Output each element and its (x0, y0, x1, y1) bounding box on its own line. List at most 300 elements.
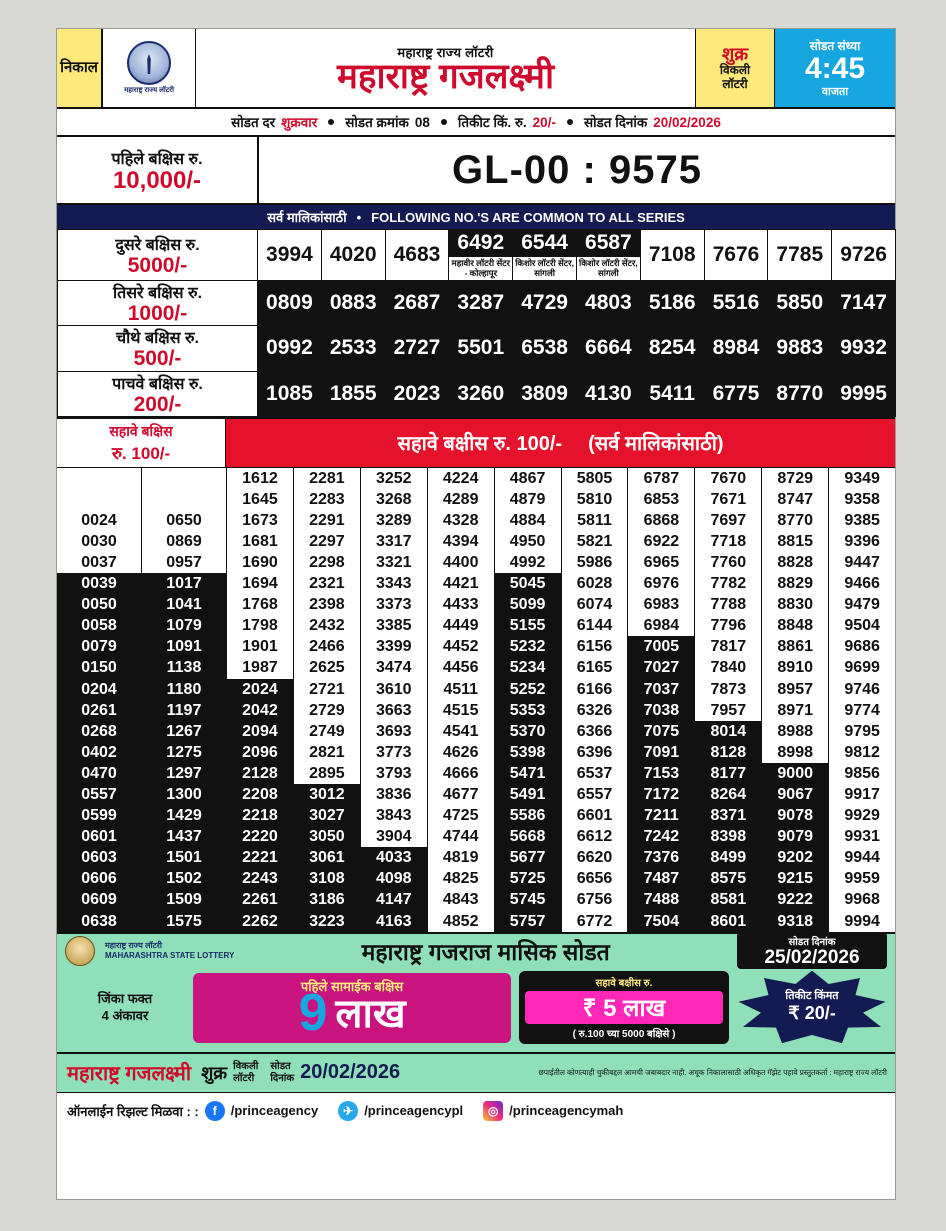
sixth-prize-number: 1612 (242, 469, 278, 487)
promo-second-prize-label: सहावे बक्षीस रु. (595, 978, 653, 990)
sixth-prize-number: 1645 (242, 490, 278, 508)
promo-first-prize-number: 9 (298, 983, 328, 1042)
sixth-prize-number: 2208 (227, 784, 293, 805)
sixth-prize-number: 2128 (227, 763, 293, 784)
facebook-icon[interactable]: f (205, 1101, 225, 1121)
sixth-prize-number: 8828 (777, 553, 813, 571)
sixth-prize-number: 0650 (166, 511, 202, 529)
prize-number-cell: 5411 (640, 371, 704, 416)
sixth-prize-number: 8499 (695, 847, 761, 868)
sixth-prize-number: 6165 (576, 659, 613, 677)
promo-header (57, 934, 895, 968)
sixth-prize-number: 1437 (142, 826, 226, 847)
prize-number-cell: 7108 (640, 230, 704, 281)
promo-first-prize-label: पहिले सामाईक बक्षिस (300, 978, 404, 994)
sixth-prize-number: 1501 (142, 847, 226, 868)
sixth-prize-number: 3268 (375, 490, 412, 508)
sixth-prize-number: 4950 (509, 532, 546, 550)
sixth-prize-grid (57, 468, 895, 934)
sixth-prize-number: 9349 (844, 469, 880, 487)
prize-number: 6587 (577, 230, 640, 257)
sixth-prize-number: 3793 (375, 764, 412, 782)
common-banner-english: FOLLOWING NO.'S ARE COMMON TO ALL SERIES (371, 209, 685, 225)
prize-number-cell: 7147 (832, 281, 896, 326)
sixth-prize-number: 6074 (576, 596, 613, 614)
sixth-prize-number: 5045 (495, 573, 561, 594)
sixth-prize-number: 5986 (576, 553, 613, 571)
prize-number-cell: 0883 (321, 281, 385, 326)
sixth-prize-number: 2321 (309, 575, 345, 593)
facebook-handle[interactable]: /princeagency (230, 1103, 319, 1119)
prize-number-cell: 4020 (321, 230, 385, 281)
sixth-prize-number: 6366 (576, 722, 613, 740)
sixth-prize-number: 1575 (142, 911, 226, 932)
prize-number-cell: 3809 (513, 371, 577, 416)
sixth-prize-number: 5471 (495, 763, 561, 784)
prize-number-cell: 9995 (832, 371, 896, 416)
sixth-prize-number: 2243 (227, 868, 293, 889)
promo-ticket-price-text (785, 990, 838, 1025)
separator-dot (567, 119, 573, 125)
draw-no-value: 08 (414, 114, 430, 130)
sixth-prize-number: 0609 (57, 889, 141, 910)
sixth-prize-number: 8910 (777, 659, 813, 677)
prize-number-cell: 7676 (704, 230, 768, 281)
sixth-prize-number: 1768 (242, 596, 278, 614)
prize-number: 6492 (449, 230, 512, 257)
sixth-prize-column (495, 468, 562, 932)
sixth-prize-number: 2298 (309, 553, 345, 571)
sixth-prize-number: 6557 (576, 785, 613, 803)
sixth-prize-number: 2220 (227, 826, 293, 847)
nikal-label: निकाल (57, 29, 103, 107)
sixth-prize-number: 6965 (643, 553, 680, 571)
promo-second-prize-amount: ₹ 5 लाख (525, 991, 723, 1024)
sixth-prize-number: 7027 (628, 657, 694, 678)
sixth-prize-number: 5234 (495, 657, 561, 678)
sixth-banner-note: (सर्व मालिकांसाठी) (588, 433, 724, 456)
sixth-prize-number: 2042 (227, 700, 293, 721)
sixth-prize-number: 7376 (628, 847, 694, 868)
sixth-prize-number: 0601 (57, 826, 141, 847)
sixth-prize-number: 2432 (309, 617, 345, 635)
seal-icon (65, 936, 95, 966)
sixth-prize-number: 1300 (142, 784, 226, 805)
common-banner-marathi: सर्व मालिकांसाठी (267, 210, 347, 225)
sixth-prize-number: 8830 (777, 596, 813, 614)
sixth-prize-number: 7671 (710, 490, 747, 508)
sixth-prize-number: 9215 (762, 868, 828, 889)
sixth-prize-number: 0150 (57, 657, 141, 678)
sixth-prize-number: 4541 (442, 722, 479, 740)
promo-ticket-price-label: तिकीट किंमत (785, 990, 839, 1003)
sixth-prize-number: 1091 (142, 636, 226, 657)
strip-draw-label-line2: दिनांक (270, 1072, 295, 1084)
instagram-handle[interactable]: /princeagencymah (509, 1103, 624, 1119)
prize-number-cell: 3260 (449, 371, 513, 416)
strip-shukra: शुक्र (201, 1062, 228, 1083)
promo-first-prize-word: लाख (335, 991, 406, 1036)
sixth-prize-number: 0557 (57, 784, 141, 805)
prize-amount: 500/- (133, 347, 182, 371)
sixth-prize-number: 6166 (576, 680, 613, 698)
sixth-prize-number: 2625 (309, 659, 345, 677)
strip-vikali-line1: विकली (233, 1061, 259, 1073)
prize-number: 6544 (513, 230, 576, 257)
sixth-prize-number: 4626 (442, 743, 479, 761)
prize-number-cell: 2023 (385, 371, 449, 416)
sixth-prize-number: 4666 (442, 764, 479, 782)
sixth-prize-number: 4867 (509, 469, 546, 487)
sixth-prize-number: 8575 (695, 868, 761, 889)
strip-vikali-line2: लॉटरी (233, 1072, 255, 1084)
sixth-prize-number: 7817 (710, 638, 747, 656)
sixth-prize-number: 8957 (777, 680, 813, 698)
prize-number-cell: 6775 (704, 371, 768, 416)
sixth-prize-number: 5353 (495, 700, 561, 721)
sixth-prize-number: 4511 (443, 680, 479, 698)
sixth-prize-number: 9067 (762, 784, 828, 805)
bullet-dot: • (356, 209, 362, 225)
state-lottery-logo (103, 29, 196, 107)
sixth-prize-number: 7697 (710, 511, 747, 529)
sixth-prize-number: 8729 (777, 469, 813, 487)
sixth-prize-number: 1041 (142, 594, 226, 615)
promo-jinka-line2: 4 अंकावर (101, 1007, 149, 1023)
prize-amount: 5000/- (127, 254, 188, 278)
sixth-prize-number: 0037 (81, 553, 117, 571)
prize-number-cell: 9883 (768, 326, 832, 371)
sixth-prize-number: 7005 (628, 636, 694, 657)
sixth-prize-number: 0039 (57, 573, 141, 594)
sixth-prize-number: 8014 (695, 721, 761, 742)
prize-number-note: किशोर लॉटरी सेंटर, सांगली (513, 257, 576, 280)
sixth-prize-number: 1690 (242, 553, 278, 571)
weekly-badge-line3: लॉटरी (722, 77, 748, 91)
promo-block (57, 934, 895, 1054)
sixth-prize-number: 9079 (762, 826, 828, 847)
promo-draw-date-value: 25/02/2026 (764, 947, 860, 969)
sixth-prize-number: 7242 (628, 826, 694, 847)
weekly-badge (695, 29, 775, 107)
prize-number-cell: 2727 (385, 326, 449, 371)
prize-label-cell (58, 230, 258, 281)
sixth-prize-number: 0058 (57, 615, 141, 636)
sixth-prize-number: 9774 (844, 701, 880, 719)
sixth-prize-number: 2291 (309, 511, 345, 529)
sixth-prize-number: 9686 (844, 638, 880, 656)
sixth-prize-number: 5757 (495, 911, 561, 932)
sixth-prize-number: 9856 (844, 764, 880, 782)
sixth-prize-number: 4515 (442, 701, 479, 719)
sixth-prize-number: 2094 (227, 721, 293, 742)
prize-number-cell: 6538 (513, 326, 577, 371)
sixth-prize-number: 1987 (242, 659, 278, 677)
strip-draw-label-line1: सोडत (270, 1061, 291, 1073)
promo-second-prize-note: ( रु.100 च्या 5000 बक्षिसे ) (572, 1029, 676, 1041)
sixth-prize-column (762, 468, 829, 932)
rate-label: सोडत दर (231, 115, 276, 130)
sixth-prize-number (57, 468, 141, 489)
sixth-prize-number: 6772 (576, 912, 613, 930)
prize-label-cell (58, 371, 258, 416)
sixth-prize-number: 6983 (643, 596, 680, 614)
sixth-prize-number: 9504 (844, 617, 880, 635)
sixth-prize-number: 0638 (57, 911, 141, 932)
sixth-prize-number: 7760 (710, 553, 747, 571)
sixth-prize-label-cell (57, 419, 226, 467)
first-prize-number: GL-00 : 9575 (452, 147, 702, 192)
sixth-prize-number: 7718 (710, 532, 747, 550)
sixth-prize-number: 8128 (695, 742, 761, 763)
sixth-prize-number: 9944 (844, 849, 880, 867)
sixth-prize-number: 6326 (576, 701, 613, 719)
sixth-prize-number (57, 489, 141, 510)
sixth-prize-number: 2261 (227, 889, 293, 910)
sixth-prize-number: 5677 (495, 847, 561, 868)
prize-number-note: किशोर लॉटरी सेंटर, सांगली (577, 257, 640, 280)
sixth-prize-number: 2749 (309, 722, 345, 740)
sixth-prize-number: 1275 (142, 742, 226, 763)
sixth-prize-number: 1197 (142, 700, 226, 721)
prize-number-cell: 2533 (321, 326, 385, 371)
prize-number-cell: 3994 (258, 230, 322, 281)
sixth-prize-number: 3289 (375, 511, 412, 529)
prize-number-cell: 8254 (640, 326, 704, 371)
sixth-prize-number: 1079 (142, 615, 226, 636)
sixth-prize-number: 3027 (294, 805, 360, 826)
sixth-prize-number: 9479 (844, 596, 880, 614)
first-prize-amount: 10,000/- (112, 167, 202, 194)
sixth-prize-number: 3317 (375, 532, 412, 550)
sixth-prize-number: 3108 (294, 868, 360, 889)
sixth-prize-number: 8770 (777, 511, 813, 529)
sixth-prize-number: 2466 (309, 638, 345, 656)
strip-title: महाराष्ट्र गजलक्ष्मी (67, 1063, 192, 1086)
prize-label-cell (58, 281, 258, 326)
sixth-prize-number: 3186 (294, 889, 360, 910)
sixth-prize-column (628, 468, 695, 932)
promo-second-prize (519, 971, 729, 1044)
strip-disclaimer: छपाईतील कोणत्याही चुकीबद्दल आमची जबाबदार नाही. अचूक निकालासाठी अधिकृत गॅझेट पहावे प्रस्तुतकर्ता : महाराष्ट्र राज्य लॉटरी (538, 1067, 887, 1077)
sixth-prize-column (428, 468, 495, 932)
sixth-prize-number: 5491 (495, 784, 561, 805)
sixth-prize-number: 5745 (495, 889, 561, 910)
emblem-icon (127, 41, 171, 85)
sixth-prize-number: 7075 (628, 721, 694, 742)
draw-time-value: 4:45 (804, 52, 866, 85)
sixth-prize-number: 6144 (576, 617, 613, 635)
sixth-prize-number: 4725 (442, 807, 479, 825)
prize-number-cell: 8770 (768, 371, 832, 416)
draw-time-box (775, 29, 895, 107)
sixth-prize-number: 3843 (375, 807, 412, 825)
sixth-prize-number: 8398 (695, 826, 761, 847)
prize-number-cell: 0809 (258, 281, 322, 326)
sixth-prize-column (562, 468, 629, 932)
promo-body (57, 968, 895, 1052)
sixth-prize-column (227, 468, 294, 932)
prize-number-cell: 8984 (704, 326, 768, 371)
sixth-prize-number (142, 468, 226, 489)
sixth-prize-number: 9000 (762, 763, 828, 784)
sixth-prize-number: 7153 (628, 763, 694, 784)
weekly-badge-line1: शुक्र (721, 43, 749, 64)
draw-info-line (57, 109, 895, 137)
sixth-prize-number: 6537 (576, 764, 613, 782)
sixth-prize-number: 3399 (375, 638, 412, 656)
sixth-prize-number: 6028 (576, 575, 613, 593)
prize-number-note: महावीर लॉटरी सेंटर - कोल्हापूर (449, 257, 512, 280)
common-series-banner (57, 205, 895, 229)
prize-label-cell (58, 326, 258, 371)
sixth-prize-number: 1502 (142, 868, 226, 889)
telegram-icon[interactable]: ✈ (338, 1101, 358, 1121)
sixth-prize-number: 6787 (643, 469, 680, 487)
sixth-prize-number: 3904 (375, 828, 412, 846)
sixth-prize-column (142, 468, 227, 932)
sixth-prize-column (829, 468, 895, 932)
prize-number-cell: 4130 (576, 371, 640, 416)
sixth-prize-number: 0606 (57, 868, 141, 889)
sixth-prize-number: 0470 (57, 763, 141, 784)
instagram-icon[interactable]: ◎ (483, 1101, 503, 1121)
sixth-prize-number: 9929 (844, 807, 880, 825)
telegram-handle[interactable]: /princeagencypl (364, 1103, 464, 1119)
sixth-prize-number: 1017 (142, 573, 226, 594)
sixth-prize-number: 2721 (309, 680, 345, 698)
sixth-prize-number: 8861 (777, 638, 813, 656)
sixth-prize-number: 4224 (442, 469, 479, 487)
draw-time-label: सोडत संध्या (809, 39, 861, 53)
sixth-prize-number: 3610 (375, 680, 412, 698)
sixth-prize-number: 0402 (57, 742, 141, 763)
sixth-prize-number: 0599 (57, 805, 141, 826)
sixth-prize-number: 6756 (576, 891, 613, 909)
sixth-banner-text: सहावे बक्षीस रु. 100/- (397, 433, 563, 456)
prize-number-cell: 3287 (449, 281, 513, 326)
sixth-prize-number: 2096 (227, 742, 293, 763)
sixth-prize-number: 2821 (309, 743, 345, 761)
sixth-prize-number: 9447 (844, 553, 880, 571)
sixth-prize-number: 0268 (57, 721, 141, 742)
result-sheet (56, 28, 896, 1200)
title-small: महाराष्ट्र राज्य लॉटरी (397, 44, 494, 60)
sixth-prize-number: 4289 (442, 490, 479, 508)
sixth-prize-number: 7091 (628, 742, 694, 763)
sixth-prize-number: 7172 (628, 784, 694, 805)
sixth-prize-number: 4819 (442, 849, 479, 867)
sixth-prize-number: 2218 (227, 805, 293, 826)
sixth-prize-number: 5252 (495, 679, 561, 700)
promo-draw-date-label: सोडत दिनांक (788, 937, 836, 949)
sixth-prize-number: 3321 (375, 553, 412, 571)
sixth-prize-number: 9795 (844, 722, 880, 740)
promo-ticket-price-value: ₹ 20/- (788, 1003, 836, 1024)
sixth-prize-number: 0079 (57, 636, 141, 657)
prize-label: दुसरे बक्षिस रु. (115, 237, 200, 255)
sixth-prize-number: 1429 (142, 805, 226, 826)
prize-amount: 200/- (133, 392, 182, 416)
sixth-prize-number: 6620 (576, 849, 613, 867)
sixth-prize-header (57, 417, 895, 468)
sixth-prize-number: 3663 (375, 701, 412, 719)
sixth-prize-number: 9396 (844, 532, 880, 550)
sixth-prize-number: 1681 (242, 532, 278, 550)
sixth-prize-number: 2398 (309, 596, 345, 614)
sixth-prize-number: 3474 (375, 659, 412, 677)
sixth-prize-number: 6853 (643, 490, 680, 508)
sixth-prize-number: 0957 (166, 553, 202, 571)
sixth-prize-number: 4456 (442, 659, 479, 677)
sixth-prize-number: 4744 (442, 828, 479, 846)
sixth-prize-number: 3385 (375, 617, 412, 635)
sixth-prize-number: 9385 (844, 511, 880, 529)
sixth-prize-number: 8848 (777, 617, 813, 635)
sixth-prize-banner (226, 419, 895, 467)
sixth-prize-number: 9746 (844, 680, 880, 698)
sixth-prize-number: 1694 (242, 575, 278, 593)
sixth-prize-number: 4992 (509, 553, 546, 571)
prize-number-cell: 7785 (768, 230, 832, 281)
sixth-prize-number: 3050 (294, 826, 360, 847)
prize-number-cell: 4803 (576, 281, 640, 326)
prize-number-cell: 4683 (385, 230, 449, 281)
sixth-prize-number: 5232 (495, 636, 561, 657)
sixth-prize-column (695, 468, 762, 932)
sixth-prize-number: 6396 (576, 743, 613, 761)
prize-number-cell: 4729 (513, 281, 577, 326)
strip-draw-date: 20/02/2026 (300, 1061, 401, 1084)
sixth-prize-number: 4843 (442, 891, 479, 909)
sixth-prize-number: 0603 (57, 847, 141, 868)
sixth-prize-number: 7957 (710, 701, 747, 719)
sixth-prize-number: 2262 (227, 911, 293, 932)
sixth-prize-number: 7487 (628, 868, 694, 889)
prize-number-cell: 5501 (449, 326, 513, 371)
promo-jinka-line1: जिंका फक्त (97, 991, 153, 1007)
sixth-prize-number: 3373 (375, 596, 412, 614)
sixth-prize-number: 6868 (643, 511, 680, 529)
social-bar (57, 1093, 895, 1129)
prize-number-cell: 1085 (258, 371, 322, 416)
sixth-prize-number: 7840 (710, 659, 747, 677)
logo-caption: महाराष्ट्र राज्य लॉटरी (124, 87, 174, 95)
first-prize-label-cell (57, 137, 259, 203)
weekly-badge-line2: विकली (719, 62, 751, 77)
sixth-prize-number: 7488 (628, 889, 694, 910)
sixth-prize-amount: रु. 100/- (111, 443, 171, 463)
sixth-prize-number: 4147 (361, 889, 427, 910)
sixth-prize-number: 7670 (710, 469, 747, 487)
sixth-prize-number: 3343 (375, 575, 412, 593)
sixth-prize-number: 8815 (777, 532, 813, 550)
sixth-prize-number: 7037 (628, 679, 694, 700)
sixth-prize-number: 9202 (762, 847, 828, 868)
ticket-price-label: तिकीट किं. रु. (457, 115, 527, 130)
prize-number-cell: 5186 (640, 281, 704, 326)
sixth-prize-number: 0024 (81, 511, 117, 529)
sixth-prize-number: 9917 (844, 785, 880, 803)
sixth-prize-number: 4677 (442, 785, 479, 803)
sixth-prize-number: 4421 (442, 575, 479, 593)
sixth-prize-number: 5668 (495, 826, 561, 847)
sixth-prize-column (294, 468, 361, 932)
draw-time-sub: वाजता (821, 86, 849, 98)
sixth-prize-number: 1267 (142, 721, 226, 742)
prize-number-cell: 1855 (321, 371, 385, 416)
sixth-prize-number: 7796 (710, 617, 747, 635)
